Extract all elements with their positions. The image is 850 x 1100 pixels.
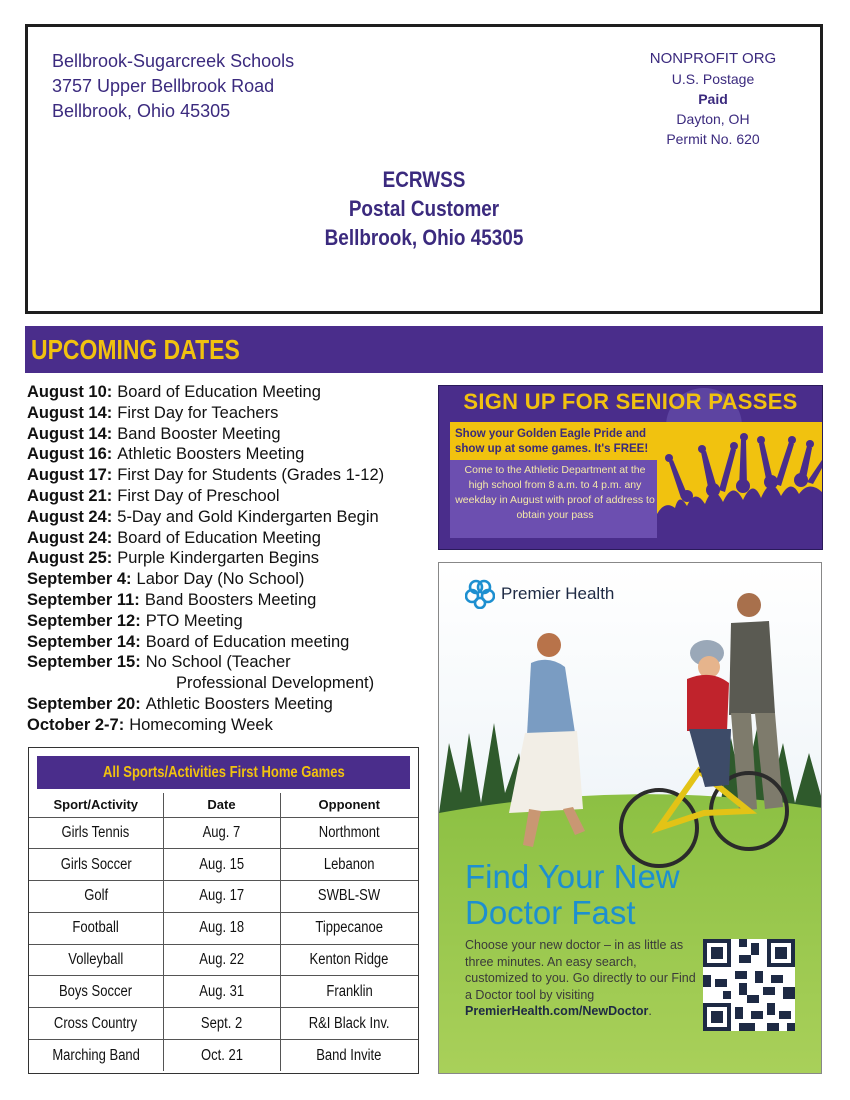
sport-name: Football [72, 919, 119, 937]
premier-health-ad [438, 562, 822, 1074]
column-header: Date [163, 793, 280, 817]
event-label: Purple Kindergarten Begins [117, 549, 320, 568]
event-label: First Day for Teachers [117, 403, 279, 422]
opponent-name: Band Invite [316, 1046, 382, 1064]
sport-name: Marching Band [51, 1046, 140, 1064]
sport-name: Golf [83, 887, 108, 905]
premier-description: Choose your new doctor – in as little as three minutes. An easy search, customized to you. Go directly to our Find a Doctor tool by visiting [465, 938, 696, 1002]
first-home-games-table [28, 747, 419, 1074]
premier-health-name: Premier Health [501, 584, 615, 603]
table-cell [163, 912, 280, 944]
list-item [27, 632, 437, 653]
event-label: Athletic Boosters Meeting [117, 445, 305, 464]
event-label: Labor Day (No School) [136, 570, 305, 589]
list-item [27, 382, 437, 403]
table-cell [280, 976, 418, 1008]
table-cell [280, 881, 418, 913]
event-label: Board of Education Meeting [117, 528, 321, 547]
table-cell [280, 1040, 418, 1072]
return-address-line: 3757 Upper Bellbrook Road [52, 76, 275, 96]
table-row [29, 912, 418, 944]
list-item [27, 590, 437, 611]
column-header: Opponent [280, 793, 418, 817]
cheering-crowd-icon [657, 422, 822, 538]
event-label: No School (Teacher [145, 653, 291, 672]
table-cell [29, 817, 163, 849]
table-row [29, 881, 418, 913]
postage-permit: Permit No. 620 [666, 131, 760, 147]
postage-org: NONPROFIT ORG [649, 50, 777, 67]
event-label: Board of Education Meeting [117, 383, 321, 401]
table-cell [29, 849, 163, 881]
opponent-name: Northmont [318, 823, 380, 841]
premier-url-link[interactable]: PremierHealth.com/NewDoctor [465, 1004, 649, 1018]
date-label: August 21: [27, 486, 113, 505]
opponent-name: Lebanon [323, 855, 375, 873]
table-row [29, 849, 418, 881]
list-item [27, 694, 437, 715]
date-label: September 20: [27, 694, 141, 713]
table-cell [280, 817, 418, 849]
table-cell [29, 1008, 163, 1040]
list-item [27, 424, 437, 445]
list-item [27, 486, 437, 507]
return-address-line: Bellbrook-Sugarcreek Schools [52, 51, 295, 71]
date-label: August 14: [27, 424, 113, 443]
date-label: August 14: [27, 403, 113, 422]
games-table [29, 793, 418, 1071]
list-item [27, 528, 437, 549]
recipient-line: ECRWSS [382, 167, 466, 192]
game-date: Aug. 22 [199, 951, 244, 969]
table-row [29, 944, 418, 976]
list-item [27, 611, 437, 632]
table-cell [163, 944, 280, 976]
recipient-line: Postal Customer [348, 196, 500, 221]
game-date: Aug. 7 [202, 823, 241, 841]
table-row [29, 1040, 418, 1072]
headline-line: Doctor Fast [465, 894, 636, 931]
table-cell [163, 976, 280, 1008]
list-item [27, 403, 437, 424]
list-item-continuation [27, 673, 437, 694]
event-label: Band Booster Meeting [117, 424, 281, 443]
sport-name: Girls Tennis [61, 823, 130, 841]
table-cell [163, 817, 280, 849]
game-date: Aug. 17 [199, 887, 244, 905]
opponent-name: R&I Black Inv. [308, 1014, 390, 1032]
table-cell [163, 849, 280, 881]
table-header-row [29, 793, 418, 817]
table-cell [29, 944, 163, 976]
game-date: Sept. 2 [200, 1014, 243, 1032]
postage-indicia [638, 49, 788, 149]
senior-passes-highlight: Show your Golden Eagle Pride and show up at some games. It's FREE! [455, 428, 649, 455]
column-header: Sport/Activity [53, 797, 138, 813]
opponent-name: Tippecanoe [315, 919, 384, 937]
date-label: October 2-7: [27, 715, 125, 734]
date-label: September 15: [27, 653, 141, 672]
sport-name: Boys Soccer [59, 982, 133, 1000]
recipient-block [83, 165, 764, 252]
table-cell [280, 944, 418, 976]
return-address [52, 49, 294, 124]
return-address-line: Bellbrook, Ohio 45305 [52, 101, 231, 121]
table-title-text: All Sports/Activities First Home Games [102, 764, 345, 781]
senior-passes-panel [450, 422, 660, 538]
mailing-panel [25, 24, 823, 314]
table-cell [29, 1040, 163, 1072]
senior-passes-title: SIGN UP FOR SENIOR PASSES [463, 389, 798, 414]
table-cell [163, 1008, 280, 1040]
event-label: Homecoming Week [129, 715, 273, 734]
table-cell [280, 912, 418, 944]
sport-name: Volleyball [68, 951, 124, 969]
opponent-name: SWBL-SW [318, 887, 381, 905]
postage-city: Dayton, OH [676, 111, 750, 127]
date-label: August 24: [27, 507, 113, 526]
table-cell [163, 1040, 280, 1072]
table-cell [29, 976, 163, 1008]
premier-url-suffix: . [648, 1004, 652, 1018]
table-row [29, 976, 418, 1008]
postage-paid: Paid [698, 91, 728, 107]
game-date: Aug. 15 [199, 855, 244, 873]
senior-passes-details: Come to the Athletic Department at the high school from 8 a.m. to 4 p.m. any weekday in August with proof of address to obtain your pass [450, 460, 660, 538]
date-label: August 25: [27, 549, 113, 568]
table-cell [29, 912, 163, 944]
game-date: Aug. 31 [199, 982, 244, 1000]
opponent-name: Franklin [326, 982, 373, 1000]
game-date: Aug. 18 [199, 919, 244, 937]
list-item [27, 507, 437, 528]
event-label: Athletic Boosters Meeting [145, 694, 333, 713]
upcoming-dates-banner [25, 326, 823, 373]
list-item [27, 569, 437, 590]
table-row [29, 817, 418, 849]
date-label: August 17: [27, 466, 113, 485]
list-item [27, 465, 437, 486]
table-cell [280, 1008, 418, 1040]
date-label: August 24: [27, 528, 113, 547]
list-item [27, 652, 437, 673]
premier-headline [465, 859, 680, 931]
event-label: First Day for Students (Grades 1-12) [117, 466, 385, 485]
date-label: September 14: [27, 632, 141, 651]
event-label: Professional Development) [176, 674, 375, 693]
premier-health-logo [465, 579, 614, 609]
table-cell [29, 881, 163, 913]
date-label: September 12: [27, 611, 141, 630]
sport-name: Girls Soccer [60, 855, 132, 873]
premier-health-logo-icon [465, 579, 495, 609]
qr-code-icon[interactable] [703, 939, 795, 1031]
headline-line: Find Your New [465, 858, 680, 895]
table-cell [280, 849, 418, 881]
list-item [27, 548, 437, 569]
game-date: Oct. 21 [200, 1046, 243, 1064]
dates-list [27, 382, 437, 736]
section-title: UPCOMING DATES [31, 334, 240, 365]
premier-body-text [465, 937, 700, 1020]
list-item [27, 715, 437, 736]
table-cell [163, 881, 280, 913]
event-label: First Day of Preschool [117, 486, 280, 505]
event-label: 5-Day and Gold Kindergarten Begin [117, 507, 379, 526]
table-row [29, 1008, 418, 1040]
postage-type: U.S. Postage [671, 71, 755, 87]
recipient-line: Bellbrook, Ohio 45305 [324, 225, 524, 250]
table-title [37, 756, 410, 789]
date-label: September 11: [27, 590, 140, 609]
event-label: Board of Education meeting [145, 632, 350, 651]
list-item [27, 444, 437, 465]
senior-passes-ad [438, 385, 823, 550]
date-label: August 16: [27, 445, 113, 464]
sport-name: Cross Country [54, 1014, 138, 1032]
date-label: August 10: [27, 383, 113, 401]
event-label: Band Boosters Meeting [144, 590, 317, 609]
event-label: PTO Meeting [145, 611, 243, 630]
opponent-name: Kenton Ridge [309, 951, 389, 969]
date-label: September 4: [27, 570, 132, 589]
